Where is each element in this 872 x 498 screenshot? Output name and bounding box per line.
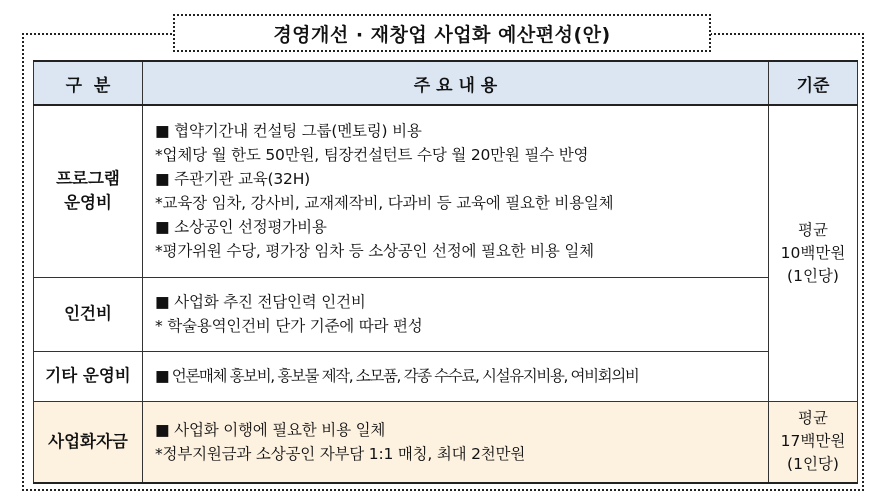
category-cell	[34, 277, 143, 351]
standard-line: (1인당)	[787, 266, 839, 285]
category-cell	[34, 351, 143, 401]
content-line: *평가위원 수당, 평가장 임차 등 소상공인 선정에 필요한 비용 일체	[155, 242, 594, 261]
standard-line: 평균	[798, 220, 828, 239]
header-content: 주 요 내 용	[143, 61, 769, 105]
content-line: *업체당 월 한도 50만원, 팀장컨설턴트 수당 월 20만원 필수 반영	[155, 146, 589, 165]
content-line: * 학술용역인건비 단가 기준에 따라 편성	[155, 317, 423, 335]
table-row-business-fund	[34, 401, 858, 483]
content-line: *정부지원금과 소상공인 자부담 1:1 매칭, 최대 2천만원	[155, 444, 526, 463]
table-row-other-operations	[34, 351, 858, 401]
content-line: ■ 협약기간내 컨설팅 그룹(멘토링) 비용	[155, 122, 422, 141]
content-line: ■ 소상공인 선정평가비용	[155, 218, 327, 237]
content-cell	[143, 105, 769, 277]
page-title: 경영개선 · 재창업 사업화 예산편성(안)	[173, 14, 711, 52]
table-row-program-operations	[34, 105, 858, 277]
table-row-personnel	[34, 277, 858, 351]
header-standard: 기준	[769, 61, 858, 105]
category-label-line: 운영비	[64, 193, 112, 213]
content-line: ■ 언론매체 홍보비, 홍보물 제작, 소모품, 각종 수수료, 시설유지비용, 여비회의비	[155, 367, 639, 385]
category-label-line: 인건비	[64, 304, 112, 323]
standard-cell-operations	[769, 105, 858, 401]
category-label-line: 프로그램	[56, 169, 120, 189]
table-header-row	[34, 61, 858, 105]
content-cell	[143, 401, 769, 483]
standard-cell-fund	[769, 401, 858, 483]
category-label-line: 기타 운영비	[45, 366, 131, 385]
content-line: ■ 사업화 이행에 필요한 비용 일체	[155, 420, 386, 439]
category-label-line: 사업화자금	[48, 431, 128, 451]
content-cell	[143, 277, 769, 351]
standard-line: 평균	[798, 409, 828, 428]
content-cell	[143, 351, 769, 401]
content-line: *교육장 임차, 강사비, 교재제작비, 다과비 등 교육에 필요한 비용일체	[155, 194, 614, 213]
category-cell	[34, 401, 143, 483]
budget-table	[33, 60, 858, 484]
standard-line: 17백만원	[780, 432, 846, 451]
content-line: ■ 사업화 추진 전담인력 인건비	[155, 293, 366, 311]
standard-line: (1인당)	[787, 455, 839, 474]
standard-line: 10백만원	[780, 243, 846, 262]
category-cell	[34, 105, 143, 277]
header-category: 구 분	[34, 61, 143, 105]
content-line: ■ 주관기관 교육(32H)	[155, 170, 311, 189]
